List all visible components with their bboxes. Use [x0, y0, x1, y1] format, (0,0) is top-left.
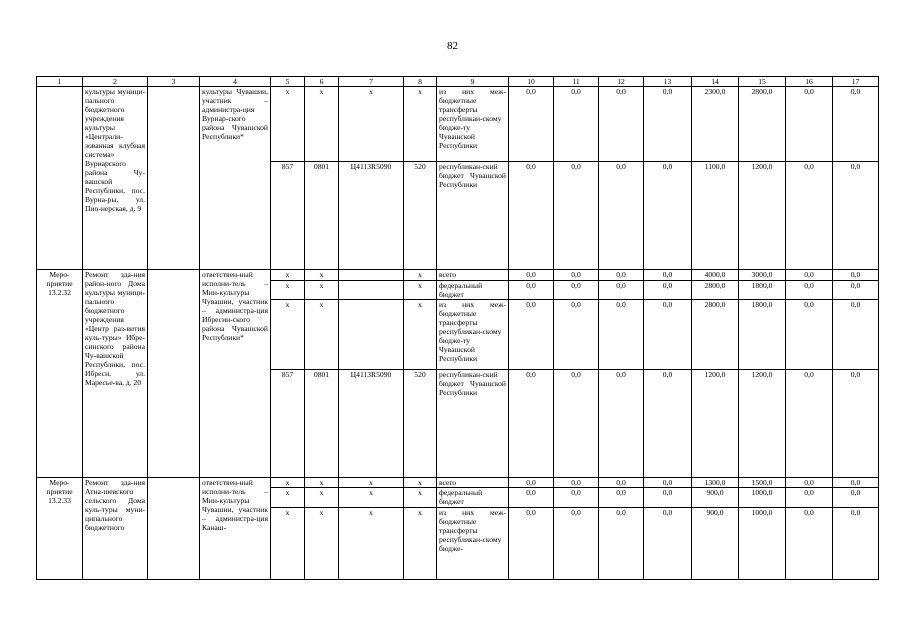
amount-cell: 0,0: [554, 508, 599, 580]
target-article-cell: x: [339, 478, 404, 488]
amount-cell: 0,0: [509, 488, 554, 508]
amount-cell: 0,0: [554, 478, 599, 488]
header-cell: 16: [786, 77, 833, 87]
funding-source-cell: республикан-ский бюджет Чувашской Республики: [437, 162, 509, 270]
header-cell: 3: [148, 77, 200, 87]
budget-table: [36, 76, 879, 580]
amount-cell: 0,0: [554, 270, 599, 281]
amount-cell: 0,0: [509, 162, 554, 270]
amount-cell: 0,0: [554, 488, 599, 508]
funding-source-cell: республикан-ский бюджет Чувашской Республики: [437, 370, 509, 478]
header-cell: 12: [599, 77, 644, 87]
amount-cell: 1000,0: [739, 508, 786, 580]
responsible-cell: культуры Чувашии, участник – администра-ция Вурнар-ского района Чувашской Республики*: [200, 87, 271, 270]
amount-cell: 0,0: [509, 270, 554, 281]
responsible-cell: ответствен-ный исполни-тель – Мин-культуры Чувашии, участник – администра-ция Ибресин-ского района Чувашской Республики*: [200, 270, 271, 478]
section-code-cell: 0801: [305, 370, 339, 478]
amount-cell: 0,0: [786, 270, 833, 281]
amount-cell: 1100,0: [692, 162, 739, 270]
table-body: [37, 77, 879, 580]
header-cell: 7: [339, 77, 404, 87]
amount-cell: 0,0: [509, 508, 554, 580]
target-article-cell: [339, 300, 404, 370]
amount-cell: 0,0: [554, 162, 599, 270]
activity-code-cell: Меро-приятие 13.2.33: [37, 478, 83, 580]
amount-cell: 0,0: [509, 370, 554, 478]
header-cell: 13: [644, 77, 692, 87]
amount-cell: 0,0: [599, 508, 644, 580]
amount-cell: 0,0: [599, 270, 644, 281]
header-cell: 2: [83, 77, 148, 87]
expense-type-cell: x: [404, 478, 437, 488]
empty-cell: [148, 87, 200, 270]
table-row: [37, 478, 879, 488]
amount-cell: 0,0: [644, 270, 692, 281]
amount-cell: 0,0: [599, 478, 644, 488]
table-row: [37, 270, 879, 281]
expense-type-cell: 520: [404, 162, 437, 270]
header-cell: 10: [509, 77, 554, 87]
amount-cell: 1000,0: [739, 488, 786, 508]
funding-source-cell: федеральный бюджет: [437, 488, 509, 508]
amount-cell: 1200,0: [739, 370, 786, 478]
amount-cell: 0,0: [509, 281, 554, 300]
amount-cell: 4000,0: [692, 270, 739, 281]
activity-code-cell: [37, 87, 83, 270]
funding-source-cell: всего: [437, 270, 509, 281]
amount-cell: 1200,0: [692, 370, 739, 478]
section-code-cell: x: [305, 87, 339, 162]
amount-cell: 1300,0: [692, 478, 739, 488]
amount-cell: 0,0: [833, 478, 879, 488]
responsible-cell: ответствен-ный исполни-тель – Мин-культуры Чувашии, участник – администра-ция Канаш-: [200, 478, 271, 580]
amount-cell: 0,0: [554, 370, 599, 478]
amount-cell: 900,0: [692, 508, 739, 580]
section-code-cell: x: [305, 281, 339, 300]
amount-cell: 0,0: [644, 508, 692, 580]
table-row: [37, 87, 879, 162]
gr-code-cell: x: [271, 270, 305, 281]
amount-cell: 0,0: [554, 300, 599, 370]
header-cell: 17: [833, 77, 879, 87]
amount-cell: 1800,0: [739, 300, 786, 370]
amount-cell: 900,0: [692, 488, 739, 508]
amount-cell: 0,0: [644, 87, 692, 162]
amount-cell: 0,0: [644, 300, 692, 370]
amount-cell: 0,0: [833, 281, 879, 300]
amount-cell: 0,0: [509, 478, 554, 488]
amount-cell: 0,0: [509, 87, 554, 162]
amount-cell: 3000,0: [739, 270, 786, 281]
expense-type-cell: x: [404, 270, 437, 281]
amount-cell: 2800,0: [692, 281, 739, 300]
target-article-cell: Ц4113R5090: [339, 370, 404, 478]
header-cell: 8: [404, 77, 437, 87]
amount-cell: 0,0: [786, 508, 833, 580]
page-number: 82: [447, 40, 458, 52]
amount-cell: 0,0: [786, 87, 833, 162]
gr-code-cell: x: [271, 300, 305, 370]
expense-type-cell: x: [404, 281, 437, 300]
amount-cell: 0,0: [599, 281, 644, 300]
amount-cell: 2800,0: [739, 87, 786, 162]
header-cell: 1: [37, 77, 83, 87]
target-article-cell: [339, 281, 404, 300]
header-cell: 6: [305, 77, 339, 87]
target-article-cell: [339, 270, 404, 281]
gr-code-cell: 857: [271, 162, 305, 270]
amount-cell: 0,0: [644, 488, 692, 508]
amount-cell: 0,0: [833, 508, 879, 580]
gr-code-cell: x: [271, 478, 305, 488]
activity-name-cell: Ремонт зда-ния район-ного Дома культуры муници-пального бюджетного учреждения «Центр раз-вития куль-туры» Ибре-синского района Чу-вашской Республики, пос. Ибреси, ул. Маресье-ва, д. 20: [83, 270, 148, 478]
amount-cell: 0,0: [599, 488, 644, 508]
section-code-cell: x: [305, 478, 339, 488]
amount-cell: 0,0: [833, 300, 879, 370]
amount-cell: 0,0: [509, 300, 554, 370]
activity-name-cell: культуры муници-пального бюджетного учреждения культуры «Централи-зованная клубная система» Вурнарского района Чу-вашской Республики, пос. Вурна-ры, ул. Пио-нерская, д. 9: [83, 87, 148, 270]
activity-code-cell: Меро-приятие 13.2.32: [37, 270, 83, 478]
funding-source-cell: из них меж-бюджетные трансферты республикан-скому бюдже-ту Чувашской Республики: [437, 87, 509, 162]
amount-cell: 0,0: [786, 162, 833, 270]
amount-cell: 0,0: [599, 300, 644, 370]
amount-cell: 2300,0: [692, 87, 739, 162]
amount-cell: 0,0: [786, 300, 833, 370]
target-article-cell: x: [339, 87, 404, 162]
expense-type-cell: x: [404, 300, 437, 370]
target-article-cell: Ц4113R5090: [339, 162, 404, 270]
expense-type-cell: x: [404, 87, 437, 162]
expense-type-cell: x: [404, 508, 437, 580]
expense-type-cell: x: [404, 488, 437, 508]
target-article-cell: x: [339, 488, 404, 508]
amount-cell: 0,0: [786, 370, 833, 478]
amount-cell: 0,0: [554, 281, 599, 300]
header-cell: 5: [271, 77, 305, 87]
expense-type-cell: 520: [404, 370, 437, 478]
funding-source-cell: всего: [437, 478, 509, 488]
empty-cell: [148, 478, 200, 580]
header-cell: 4: [200, 77, 271, 87]
amount-cell: 0,0: [644, 281, 692, 300]
amount-cell: 2800,0: [692, 300, 739, 370]
empty-cell: [148, 270, 200, 478]
amount-cell: 1200,0: [739, 162, 786, 270]
amount-cell: 0,0: [599, 87, 644, 162]
amount-cell: 0,0: [554, 87, 599, 162]
header-row: [37, 77, 879, 87]
header-cell: 15: [739, 77, 786, 87]
header-cell: 14: [692, 77, 739, 87]
section-code-cell: x: [305, 508, 339, 580]
amount-cell: 0,0: [833, 370, 879, 478]
section-code-cell: 0801: [305, 162, 339, 270]
gr-code-cell: x: [271, 508, 305, 580]
funding-source-cell: из них меж-бюджетные трансферты республикан-скому бюдже-: [437, 508, 509, 580]
funding-source-cell: из них меж-бюджетные трансферты республикан-скому бюдже-ту Чувашской Республики: [437, 300, 509, 370]
amount-cell: 0,0: [599, 162, 644, 270]
amount-cell: 0,0: [786, 478, 833, 488]
amount-cell: 0,0: [644, 162, 692, 270]
amount-cell: 1800,0: [739, 281, 786, 300]
amount-cell: 0,0: [599, 370, 644, 478]
amount-cell: 0,0: [786, 281, 833, 300]
gr-code-cell: x: [271, 87, 305, 162]
funding-source-cell: федеральный бюджет: [437, 281, 509, 300]
amount-cell: 0,0: [833, 162, 879, 270]
gr-code-cell: x: [271, 488, 305, 508]
header-cell: 9: [437, 77, 509, 87]
gr-code-cell: x: [271, 281, 305, 300]
amount-cell: 0,0: [833, 87, 879, 162]
target-article-cell: x: [339, 508, 404, 580]
amount-cell: 0,0: [833, 488, 879, 508]
amount-cell: 0,0: [644, 370, 692, 478]
amount-cell: 0,0: [833, 270, 879, 281]
section-code-cell: x: [305, 270, 339, 281]
section-code-cell: x: [305, 300, 339, 370]
header-cell: 11: [554, 77, 599, 87]
amount-cell: 0,0: [644, 478, 692, 488]
section-code-cell: x: [305, 488, 339, 508]
activity-name-cell: Ремонт зда-ния Атна-шевского сельского Дома куль-туры муни-ципального бюджетного: [83, 478, 148, 580]
amount-cell: 0,0: [786, 488, 833, 508]
gr-code-cell: 857: [271, 370, 305, 478]
amount-cell: 1500,0: [739, 478, 786, 488]
